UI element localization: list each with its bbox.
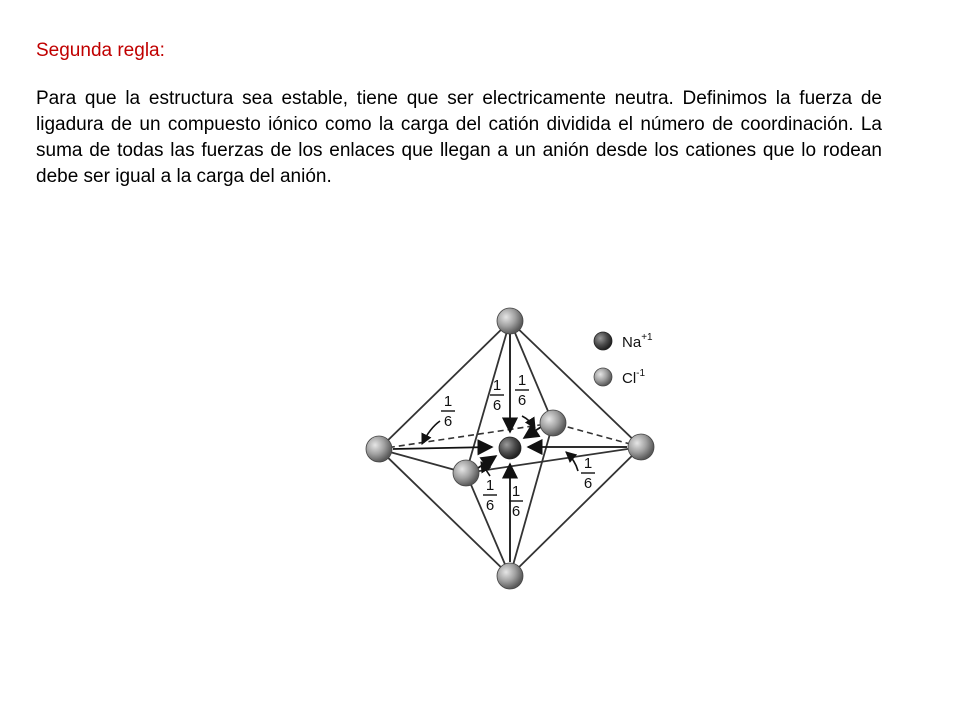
- legend-cl-label: Cl: [622, 370, 637, 387]
- fraction-label-bottom-left: [483, 477, 497, 514]
- cl-atom-bottom: [497, 563, 523, 589]
- fraction-label-right: [581, 455, 595, 492]
- octahedron-diagram: [360, 300, 680, 600]
- svg-text:1: 1: [492, 377, 502, 394]
- cl-atom-right: [628, 434, 654, 460]
- fraction-label-bottom-right: [509, 483, 523, 520]
- svg-text:Na+1: [622, 332, 653, 351]
- svg-text:1: 1: [511, 483, 521, 500]
- cl-atom-front: [453, 460, 479, 486]
- legend-item-cl: [594, 368, 646, 387]
- fraction-label-left-upper: [441, 393, 455, 430]
- svg-text:6: 6: [485, 497, 495, 514]
- body-paragraph: Para que la estructura sea estable, tiene que ser electricamente neutra. Definimos la fuerza de ligadura de un compuesto iónico como la carga del catión dividida el número de coordinación. La suma de todas las fuerzas de los enlaces que llegan a un anión desde los cationes que lo rodean debe ser igual a la carga del anión.: [36, 88, 882, 187]
- svg-text:1: 1: [485, 477, 495, 494]
- legend-na-charge: +1: [641, 332, 653, 343]
- svg-text:6: 6: [511, 503, 521, 520]
- svg-text:Cl-1: [622, 368, 646, 387]
- svg-text:6: 6: [517, 392, 527, 409]
- legend-item-na: [594, 332, 653, 351]
- cl-atom-top: [497, 308, 523, 334]
- legend-cl-swatch: [594, 368, 612, 386]
- slide-title: Segunda regla:: [36, 40, 165, 61]
- cl-atom-back: [540, 410, 566, 436]
- legend-na-swatch: [594, 332, 612, 350]
- svg-text:6: 6: [492, 397, 502, 414]
- cl-atom-left: [366, 436, 392, 462]
- na-center-atom: [499, 437, 521, 459]
- legend-cl-charge: -1: [636, 368, 646, 379]
- svg-text:1: 1: [583, 455, 593, 472]
- svg-text:6: 6: [443, 413, 453, 430]
- fraction-label-top-right: [515, 372, 529, 409]
- fraction-label-top-left: [490, 377, 504, 414]
- svg-text:1: 1: [517, 372, 527, 389]
- svg-text:6: 6: [583, 475, 593, 492]
- svg-text:1: 1: [443, 393, 453, 410]
- legend: [594, 332, 653, 387]
- legend-na-label: Na: [622, 334, 642, 351]
